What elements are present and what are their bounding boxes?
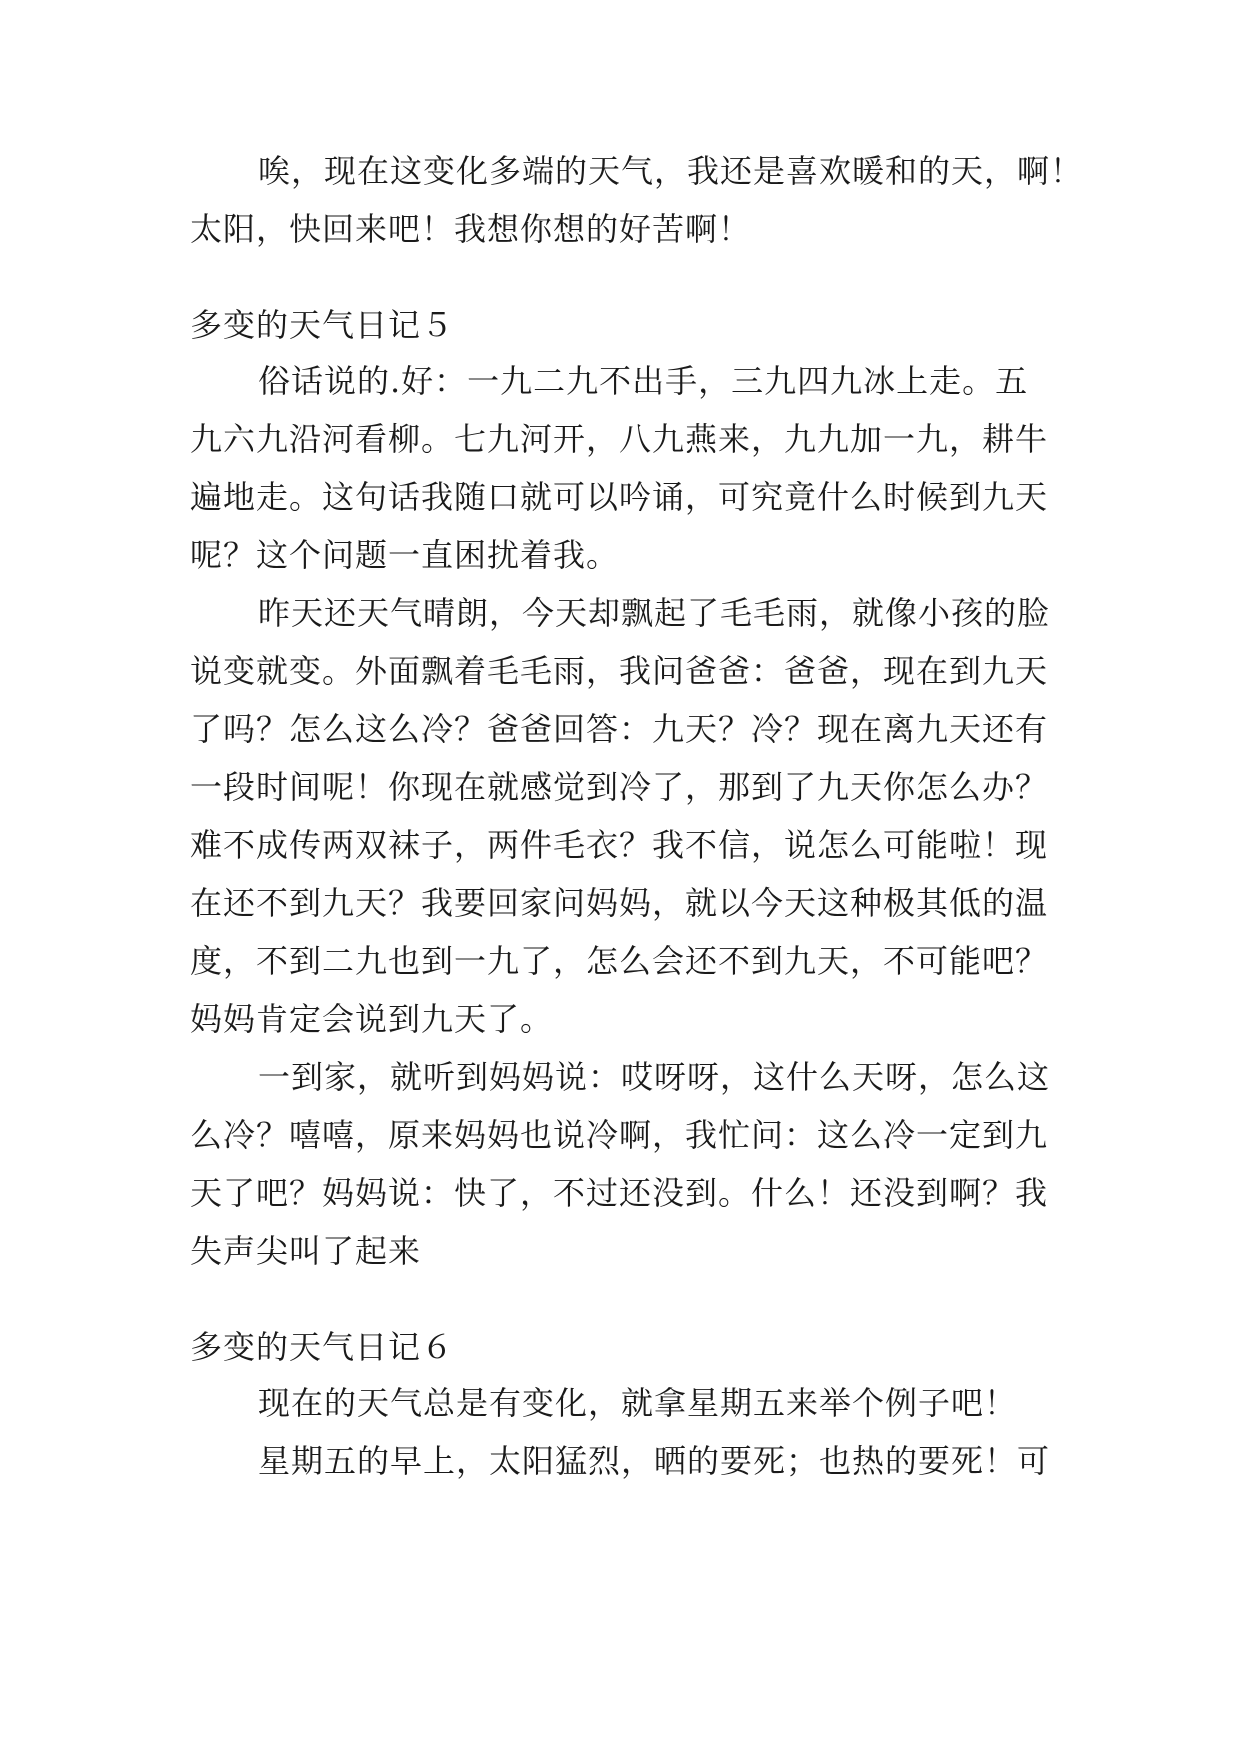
text-line: 俗话说的.好：一九二九不出手，三九四九冰上走。五: [258, 362, 1029, 400]
text-line: 唉，现在这变化多端的天气，我还是喜欢暖和的天，啊！: [258, 152, 1084, 190]
text-line: 妈妈肯定会说到九天了。: [190, 1000, 554, 1038]
text-line: 难不成传两双袜子，两件毛衣？我不信，说怎么可能啦！现: [190, 826, 1049, 864]
section6-title: 多变的天气日记６: [190, 1328, 455, 1366]
text-line: 现在的天气总是有变化，就拿星期五来举个例子吧！: [258, 1384, 1018, 1422]
text-line: 失声尖叫了起来: [190, 1232, 422, 1270]
text-line: 了吗？怎么这么冷？爸爸回答：九天？冷？现在离九天还有: [190, 710, 1049, 748]
text-line: 太阳，快回来吧！我想你想的好苦啊！: [190, 210, 752, 248]
text-line: 度，不到二九也到一九了，怎么会还不到九天，不可能吧？: [190, 942, 1049, 980]
text-line: 么冷？嘻嘻，原来妈妈也说冷啊，我忙问：这么冷一定到九: [190, 1116, 1049, 1154]
text-line: 九六九沿河看柳。七九河开，八九燕来，九九加一九，耕牛: [190, 420, 1049, 458]
text-line: 星期五的早上，太阳猛烈，晒的要死；也热的要死！可: [258, 1442, 1051, 1480]
text-line: 天了吧？妈妈说：快了，不过还没到。什么！还没到啊？我: [190, 1174, 1049, 1212]
text-line: 昨天还天气晴朗，今天却飘起了毛毛雨，就像小孩的脸: [258, 594, 1051, 632]
text-line: 在还不到九天？我要回家问妈妈，就以今天这种极其低的温: [190, 884, 1049, 922]
section5-title: 多变的天气日记５: [190, 306, 455, 344]
text-line: 说变就变。外面飘着毛毛雨，我问爸爸：爸爸，现在到九天: [190, 652, 1049, 690]
text-line: 呢？这个问题一直困扰着我。: [190, 536, 620, 574]
text-line: 一到家，就听到妈妈说：哎呀呀，这什么天呀，怎么这: [258, 1058, 1051, 1096]
text-line: 一段时间呢！你现在就感觉到冷了，那到了九天你怎么办？: [190, 768, 1049, 806]
text-line: 遍地走。这句话我随口就可以吟诵，可究竟什么时候到九天: [190, 478, 1049, 516]
